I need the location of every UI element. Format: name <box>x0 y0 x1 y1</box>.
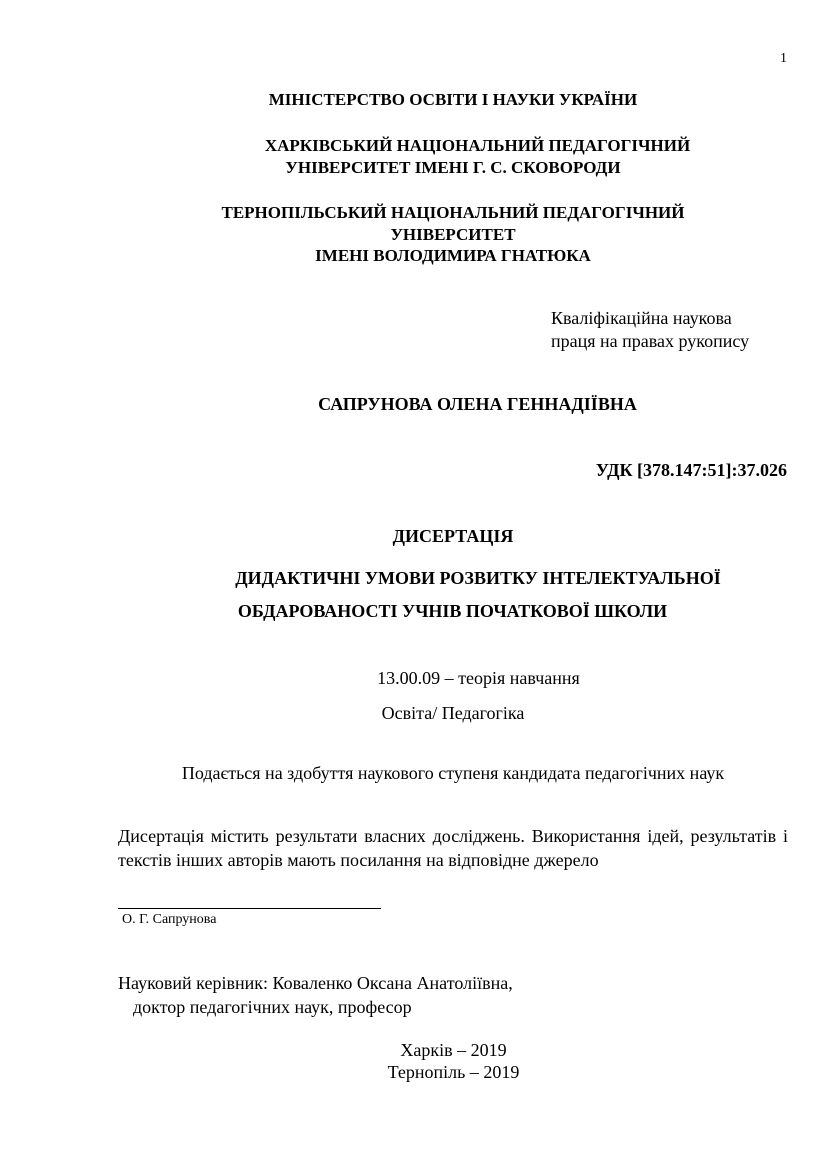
signature-name: О. Г. Сапрунова <box>122 912 217 927</box>
place-year-line1: Харків – 2019 <box>400 1040 507 1060</box>
document-type: ДИСЕРТАЦІЯ <box>392 526 514 546</box>
degree-statement: Подається на здобуття наукового ступеня кандидата педагогічних наук <box>181 763 725 783</box>
field-of-study: Освіта/ Педагогіка <box>381 703 525 723</box>
manuscript-note-line1: Кваліфікаційна наукова <box>551 308 732 328</box>
ministry-heading: МІНІСТЕРСТВО ОСВІТИ І НАУКИ УКРАЇНИ <box>268 90 638 109</box>
manuscript-note-line2: праця на правах рукопису <box>551 331 750 351</box>
supervisor-line2: доктор педагогічних наук, професор <box>133 997 412 1017</box>
university2-line2: УНІВЕРСИТЕТ <box>390 225 516 244</box>
university1-line1: ХАРКІВСЬКИЙ НАЦІОНАЛЬНИЙ ПЕДАГОГІЧНИЙ <box>264 136 691 155</box>
originality-statement: Дисертація містить результати власних досліджень. Використання ідей, результатів і текстів інших авторів мають посилання на відповідне джерело <box>118 826 788 870</box>
page-number: 1 <box>780 51 787 66</box>
place-year-line2: Тернопіль – 2019 <box>387 1062 520 1082</box>
author-name: САПРУНОВА ОЛЕНА ГЕННАДІЇВНА <box>318 394 637 414</box>
dissertation-title-line1: ДИДАКТИЧНІ УМОВИ РОЗВИТКУ ІНТЕЛЕКТУАЛЬНОЇ <box>235 568 721 588</box>
dissertation-title-line2: ОБДАРОВАНОСТІ УЧНІВ ПОЧАТКОВОЇ ШКОЛИ <box>237 601 668 621</box>
supervisor-line1: Науковий керівник: Коваленко Оксана Анатоліївна, <box>118 973 513 993</box>
signature-line <box>118 908 381 909</box>
specialty: 13.00.09 – теорія навчання <box>377 668 580 688</box>
university1-line2: УНІВЕРСИТЕТ ІМЕНІ Г. С. СКОВОРОДИ <box>285 158 621 177</box>
udc-code: УДК [378.147:51]:37.026 <box>595 460 787 480</box>
university2-line1: ТЕРНОПІЛЬСЬКИЙ НАЦІОНАЛЬНИЙ ПЕДАГОГІЧНИЙ <box>221 203 685 222</box>
university2-line3: ІМЕНІ ВОЛОДИМИРА ГНАТЮКА <box>315 246 591 265</box>
